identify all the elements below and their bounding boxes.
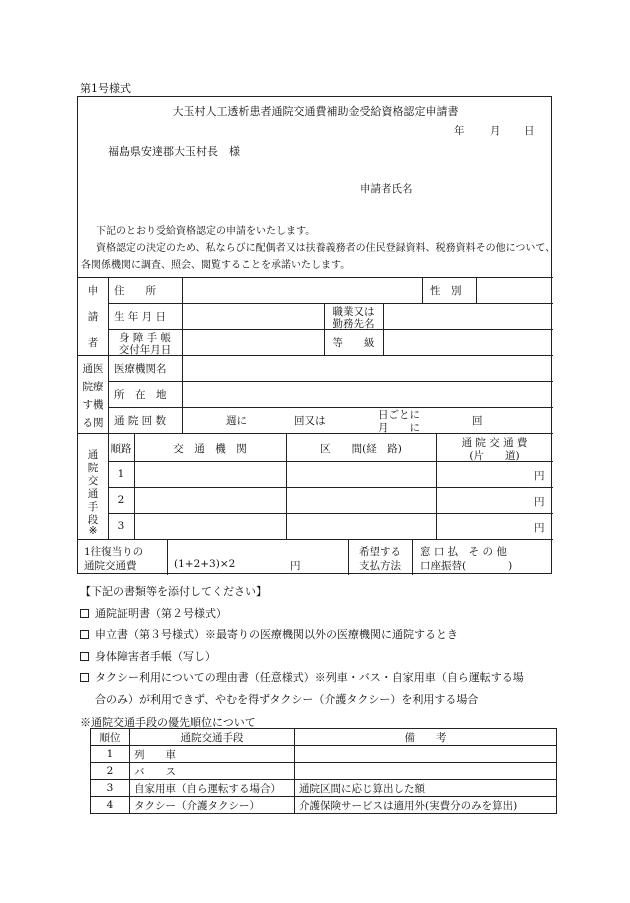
attachment-item-4: [80, 667, 560, 689]
fare-unit-1: 円: [534, 470, 545, 482]
applicant-name-label: 申請者氏名: [360, 183, 413, 195]
priority-remark: 介護保険サービスは適用外(実費分のみを算出): [295, 797, 557, 814]
attachment-text-2: 申立書（第３号様式）※最寄りの医療機関以外の医療機関に通院するとき: [95, 628, 458, 641]
handbook-label-2: 交付年月日: [118, 344, 172, 356]
table-row: [91, 746, 557, 763]
clinic-name-label: 医療機関名: [114, 363, 167, 375]
priority-table: [90, 728, 557, 814]
priority-means: 列 車: [130, 746, 295, 763]
priority-rank: 1: [91, 746, 130, 763]
visits-times: 回: [472, 415, 483, 427]
visits-times-or: 回又は: [294, 415, 326, 427]
payment-method-label-1: 希望する: [359, 546, 401, 558]
round-trip-label-1: 1往復当りの: [84, 546, 144, 558]
payment-method-label-2: 支払方法: [359, 560, 401, 572]
route-number-2: 2: [117, 494, 125, 506]
checkbox-icon: [80, 652, 89, 661]
attachment-item-4-continuation: 合のみ）が利用できず、やむを得ずタクシー（介護タクシー）を利用する場合: [95, 692, 479, 706]
clinic-side-label-2: 院療: [82, 381, 104, 393]
occupation-label-1: 職業又は: [332, 306, 375, 318]
table-row: [91, 780, 557, 797]
priority-remark: [295, 763, 557, 780]
checkbox-icon: [80, 630, 89, 639]
address-label: 住 所: [114, 285, 156, 297]
visits-label: 通 院 回 数: [114, 415, 167, 427]
attachment-text-4: タクシー利用についての理由書（任意様式）※列車・バス・自家用車（自ら運転する場: [95, 671, 524, 684]
section-header: 区 間(経 路): [320, 443, 402, 455]
date-day: 日: [524, 125, 535, 137]
application-form: [77, 96, 556, 574]
table-row: [91, 797, 557, 814]
transport-side-char-1: 通: [87, 449, 99, 461]
priority-remark-header: 備 考: [295, 729, 557, 746]
transport-side-char-5: 手: [87, 501, 99, 513]
transport-side-char-7: ※: [88, 525, 98, 537]
priority-rank: 3: [91, 780, 130, 797]
grade-label: 等 級: [332, 337, 375, 349]
visits-month: 月 に: [378, 422, 420, 434]
fare-unit-2: 円: [534, 496, 545, 508]
applicant-side-char-2: 請: [87, 311, 99, 323]
gender-label: 性 別: [430, 285, 462, 297]
form-title: 大玉村人工透析患者通院交通費補助金受給資格認定申請書: [172, 105, 459, 118]
statement-1: 下記のとおり受給資格認定の申請をいたします。: [96, 226, 316, 237]
priority-rank-header: 順位: [91, 729, 130, 746]
applicant-side-char-1: 申: [87, 285, 99, 297]
table-row: [91, 763, 557, 780]
route-number-1: 1: [117, 468, 125, 480]
priority-means: タクシー（介護タクシー）: [130, 797, 295, 814]
addressee: 福島県安達郡大玉村長 様: [108, 145, 240, 158]
checkbox-icon: [80, 673, 89, 682]
occupation-label-2: 勤務先名: [332, 318, 375, 330]
applicant-side-char-3: 者: [87, 337, 99, 349]
round-trip-formula: (1+2+3)×2: [174, 558, 236, 570]
visits-days-every: 日ごとに: [378, 409, 420, 421]
transport-side-char-4: 通: [87, 488, 99, 500]
form-number-label: 第1号様式: [80, 82, 131, 95]
clinic-location-label: 所 在 地: [114, 389, 167, 401]
date-year: 年: [454, 125, 465, 137]
priority-title: ※通院交通手段の優先順位について: [80, 716, 256, 729]
clinic-side-label-4: る関: [82, 417, 104, 429]
transport-side-char-2: 院: [87, 462, 99, 474]
transport-side-char-3: 交: [87, 475, 99, 487]
payment-option-transfer: 口座振替( ): [420, 560, 513, 572]
attachments-heading: 【下記の書類等を添付してください】: [80, 585, 267, 598]
attachments-section: [80, 581, 560, 710]
priority-rank: 2: [91, 763, 130, 780]
attachment-item-1: [80, 603, 560, 625]
round-trip-unit: 円: [290, 560, 301, 572]
visits-weekly: 週に: [226, 415, 247, 427]
clinic-side-label-3: す機: [82, 399, 104, 411]
clinic-side-label-1: 通医: [82, 363, 104, 375]
handbook-label-1: 身 障 手 帳: [118, 332, 171, 344]
priority-means-header: 通院交通手段: [130, 729, 295, 746]
birthdate-label: 生 年 月 日: [114, 311, 167, 323]
attachment-item-3: [80, 646, 560, 668]
priority-rank: 4: [91, 797, 130, 814]
attachment-text-1: 通院証明書（第２号様式）: [95, 606, 227, 620]
transport-side-char-6: 段: [87, 514, 99, 526]
statement-2: 資格認定の決定のため、私ならびに配偶者又は扶養義務者の住民登録資料、税務資料その他について、: [96, 243, 556, 254]
fare-header: 通 院 交 通 費: [461, 437, 528, 449]
fare-subheader: (片 道): [469, 450, 520, 462]
priority-means: 自家用車（自ら運転する場合）: [130, 780, 295, 797]
round-trip-label-2: 通院交通費: [84, 560, 137, 572]
attachment-text-3: 身体障害者手帳（写し）: [95, 649, 216, 663]
payment-option-counter: 窓 口 払 そ の 他: [420, 546, 507, 558]
date-month: 月: [490, 125, 501, 137]
fare-unit-3: 円: [534, 522, 545, 534]
priority-remark: [295, 746, 557, 763]
route-number-3: 3: [117, 520, 125, 532]
priority-header-row: [91, 729, 557, 746]
transport-means-header: 交 通 機 関: [173, 443, 247, 455]
priority-remark: 通院区間に応じ算出した額: [295, 780, 557, 797]
route-order-header: 順路: [110, 443, 132, 455]
checkbox-icon: [80, 609, 89, 618]
priority-means: バ ス: [130, 763, 295, 780]
attachment-item-2: [80, 624, 560, 646]
statement-3: 各関係機関に調査、照会、閲覧することを承諾いたします。: [81, 260, 351, 271]
